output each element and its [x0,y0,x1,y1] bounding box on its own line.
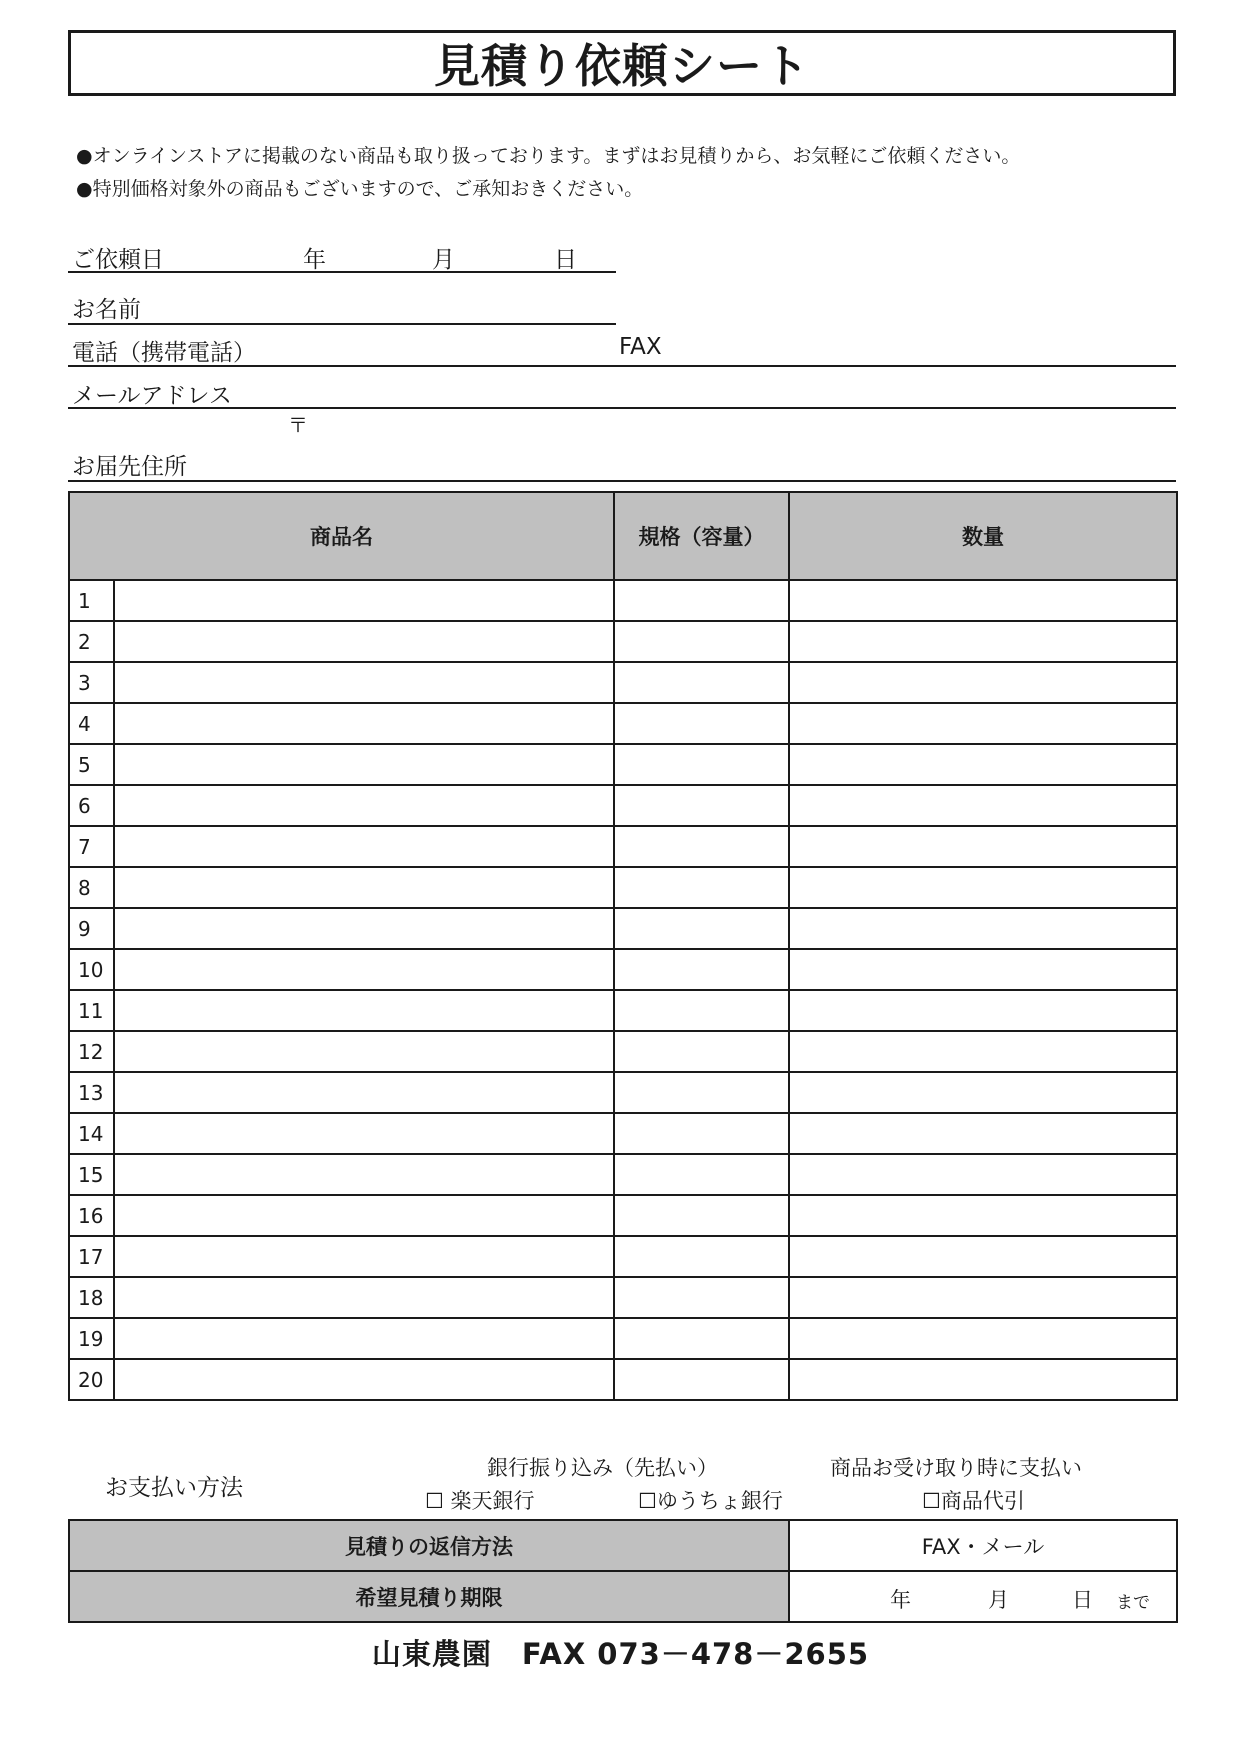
row-number: 6 [69,785,114,826]
quantity-cell[interactable] [789,1318,1177,1359]
phone-label: 電話（携帯電話） [72,340,256,366]
reply-table [68,1519,1178,1623]
table-row [69,1195,1177,1236]
row-number: 18 [69,1277,114,1318]
quantity-cell[interactable] [789,1154,1177,1195]
table-row [69,1154,1177,1195]
quantity-cell[interactable] [789,580,1177,621]
product-name-cell[interactable] [114,1236,614,1277]
request-date-year: 年 [303,247,326,273]
table-row [69,826,1177,867]
spec-cell[interactable] [614,867,789,908]
payment-rakuten-checkbox[interactable]: ☐ 楽天銀行 [425,1489,535,1513]
address-line[interactable] [68,480,1176,482]
quantity-cell[interactable] [789,703,1177,744]
row-number: 9 [69,908,114,949]
quantity-cell[interactable] [789,785,1177,826]
product-name-cell[interactable] [114,867,614,908]
payment-bank-title: 銀行振り込み（先払い） [487,1456,718,1480]
row-number: 16 [69,1195,114,1236]
product-name-cell[interactable] [114,1072,614,1113]
spec-cell[interactable] [614,1154,789,1195]
quantity-cell[interactable] [789,1195,1177,1236]
row-number: 17 [69,1236,114,1277]
row-number: 12 [69,1031,114,1072]
row-number: 2 [69,621,114,662]
deadline-row [69,1571,1177,1622]
product-name-cell[interactable] [114,908,614,949]
reply-method-row [69,1520,1177,1571]
quantity-cell[interactable] [789,826,1177,867]
table-row [69,1113,1177,1154]
spec-cell[interactable] [614,1113,789,1154]
email-label: メールアドレス [72,383,232,409]
quantity-cell[interactable] [789,949,1177,990]
deadline-suffix: まで [1116,1593,1150,1613]
product-name-cell[interactable] [114,990,614,1031]
table-row [69,990,1177,1031]
product-name-cell[interactable] [114,826,614,867]
row-number: 14 [69,1113,114,1154]
row-number: 10 [69,949,114,990]
table-row [69,1236,1177,1277]
quantity-cell[interactable] [789,1359,1177,1400]
quantity-cell[interactable] [789,744,1177,785]
row-number: 13 [69,1072,114,1113]
reply-method-value[interactable]: FAX・メール [789,1520,1177,1571]
request-date-line[interactable] [68,271,616,273]
note-line-1: ●オンラインストアに掲載のない商品も取り扱っております。まずはお見積りから、お気軽にご依頼ください。 [76,145,1021,167]
spec-cell[interactable] [614,744,789,785]
product-name-cell[interactable] [114,621,614,662]
items-table [68,491,1178,1401]
product-name-cell[interactable] [114,1031,614,1072]
note-line-2: ●特別価格対象外の商品もございますので、ご承知おきください。 [76,178,644,200]
table-row [69,580,1177,621]
quantity-cell[interactable] [789,1277,1177,1318]
spec-cell[interactable] [614,826,789,867]
table-row [69,1031,1177,1072]
table-row [69,867,1177,908]
name-line[interactable] [68,323,616,325]
fax-label: FAX [619,334,662,360]
deadline-month: 月 [988,1588,1009,1612]
header-product-name: 商品名 [69,492,614,580]
header-spec: 規格（容量） [614,492,789,580]
spec-cell[interactable] [614,662,789,703]
table-row [69,1277,1177,1318]
table-row [69,1072,1177,1113]
product-name-cell[interactable] [114,703,614,744]
spec-cell[interactable] [614,1359,789,1400]
row-number: 8 [69,867,114,908]
spec-cell[interactable] [614,908,789,949]
address-label: お届先住所 [72,454,187,480]
quantity-cell[interactable] [789,1236,1177,1277]
product-name-cell[interactable] [114,949,614,990]
table-row [69,908,1177,949]
spec-cell[interactable] [614,703,789,744]
spec-cell[interactable] [614,785,789,826]
deadline-day: 日 [1072,1588,1093,1612]
row-number: 5 [69,744,114,785]
table-row [69,621,1177,662]
row-number: 11 [69,990,114,1031]
product-name-cell[interactable] [114,1318,614,1359]
deadline-label: 希望見積り期限 [69,1571,789,1622]
table-row [69,662,1177,703]
email-line[interactable] [68,407,1176,409]
table-row [69,703,1177,744]
product-name-cell[interactable] [114,1277,614,1318]
spec-cell[interactable] [614,1318,789,1359]
spec-cell[interactable] [614,1072,789,1113]
row-number: 20 [69,1359,114,1400]
footer-contact: 山東農園 FAX 073－478－2655 [371,1637,870,1671]
quantity-cell[interactable] [789,1072,1177,1113]
spec-cell[interactable] [614,1031,789,1072]
row-number: 4 [69,703,114,744]
quantity-cell[interactable] [789,990,1177,1031]
row-number: 3 [69,662,114,703]
spec-cell[interactable] [614,580,789,621]
product-name-cell[interactable] [114,1113,614,1154]
quantity-cell[interactable] [789,662,1177,703]
product-name-cell[interactable] [114,662,614,703]
quantity-cell[interactable] [789,621,1177,662]
request-date-month: 月 [432,247,455,273]
row-number: 1 [69,580,114,621]
table-row [69,785,1177,826]
payment-cod-title: 商品お受け取り時に支払い [830,1456,1082,1480]
header-quantity: 数量 [789,492,1177,580]
items-header-row [69,492,1177,580]
spec-cell[interactable] [614,1236,789,1277]
phone-fax-line[interactable] [68,365,1176,367]
table-row [69,949,1177,990]
reply-method-label: 見積りの返信方法 [69,1520,789,1571]
spec-cell[interactable] [614,949,789,990]
payment-yucho-checkbox[interactable]: ☐ゆうちょ銀行 [638,1489,783,1513]
product-name-cell[interactable] [114,744,614,785]
product-name-cell[interactable] [114,1359,614,1400]
product-name-cell[interactable] [114,1195,614,1236]
row-number: 19 [69,1318,114,1359]
postal-mark: 〒 [288,413,308,437]
spec-cell[interactable] [614,990,789,1031]
product-name-cell[interactable] [114,1154,614,1195]
product-name-cell[interactable] [114,580,614,621]
table-row [69,1318,1177,1359]
payment-cod-checkbox[interactable]: ☐商品代引 [922,1489,1025,1513]
quantity-cell[interactable] [789,1113,1177,1154]
row-number: 15 [69,1154,114,1195]
spec-cell[interactable] [614,1277,789,1318]
quantity-cell[interactable] [789,1031,1177,1072]
name-label: お名前 [72,297,141,323]
row-number: 7 [69,826,114,867]
quantity-cell[interactable] [789,867,1177,908]
table-row [69,1359,1177,1400]
spec-cell[interactable] [614,1195,789,1236]
payment-label: お支払い方法 [105,1475,243,1501]
spec-cell[interactable] [614,621,789,662]
request-date-label: ご依頼日 [72,247,164,273]
deadline-value[interactable] [789,1571,1177,1622]
deadline-year: 年 [890,1588,911,1612]
product-name-cell[interactable] [114,785,614,826]
request-date-day: 日 [554,247,577,273]
quantity-cell[interactable] [789,908,1177,949]
table-row [69,744,1177,785]
page-title: 見積り依頼シート [68,30,1176,96]
